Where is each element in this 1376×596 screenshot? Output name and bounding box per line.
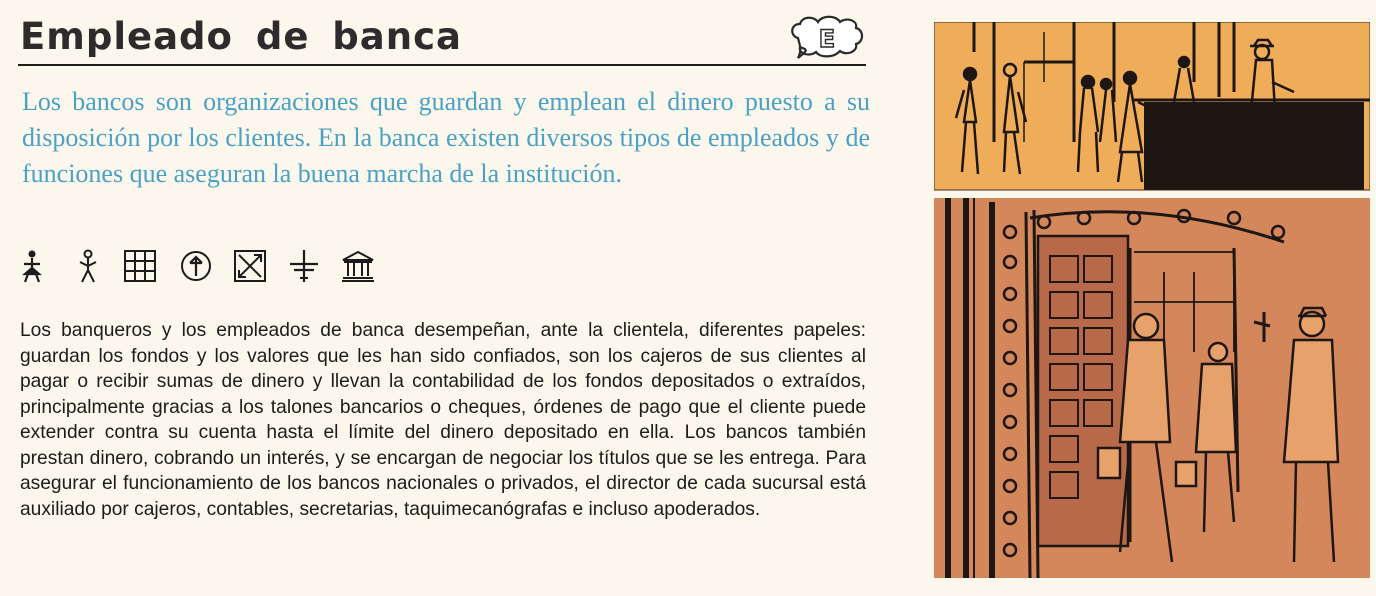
bank-illustration: [934, 22, 1370, 578]
intro-paragraph: Los bancos son organizaciones que guardan y emplean el dinero puesto a su disposición por los clientes. En la banca existen diversos tipos de empleados y de funciones que aseguran la buena marcha de la institución.: [22, 87, 870, 188]
title-rule: [18, 64, 866, 66]
category-icons: [14, 248, 394, 288]
badge-letter: E: [818, 25, 836, 53]
crossed-box-icon: [232, 248, 268, 284]
body-paragraph: Los banqueros y los empleados de banca desempeñan, ante la clientela, diferentes papeles: guardan los fondos y los valores que les han sido confiados, son los cajeros de sus clientes al pagar o recibir sumas de dinero y llevan la contabilidad de los fondos depositados o extraídos, principalmente gracias a los talones bancarios o cheques, órdenes de pago que el cliente puede extender contra su cuenta hasta el límite del dinero depositado en ella. Los bancos también prestan dinero, cobrando un interés, y se encargan de negociar los títulos que se les entrega. Para asegurar el funcionamiento de los bancos nacionales o privados, el director de cada sucursal está auxiliado por cajeros, contables, secretarias, taquimecanógrafas e incluso apoderados.: [20, 320, 866, 520]
bank-building-icon: [340, 248, 376, 284]
balance-scale-icon: [286, 248, 322, 284]
circled-arrow-up-icon: [178, 248, 214, 284]
woman-figure-icon: [14, 248, 50, 284]
speech-bubble-badge-icon: [784, 14, 870, 64]
page-title: Empleado de banca: [20, 15, 462, 58]
bank-counter-scene: [934, 22, 1370, 190]
grid-icon: [122, 248, 158, 284]
man-figure-icon: [70, 248, 106, 284]
bank-vault-scene: [934, 198, 1370, 578]
